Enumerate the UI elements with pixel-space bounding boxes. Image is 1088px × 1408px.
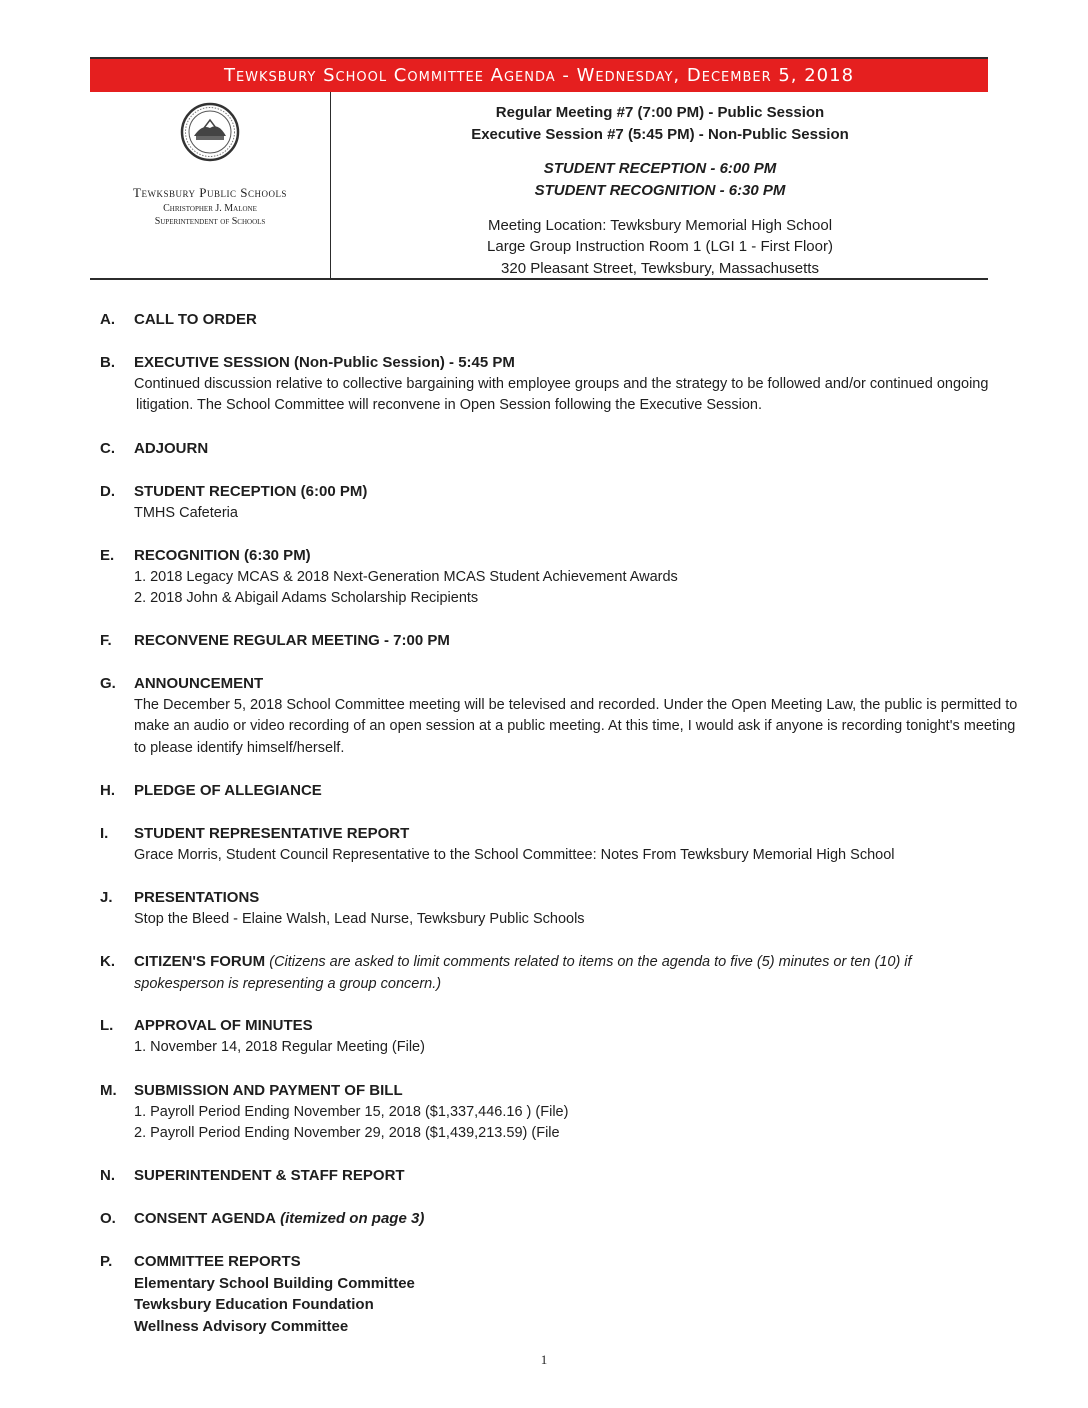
- item-letter: G.: [100, 675, 116, 692]
- committee-name: Wellness Advisory Committee: [134, 1317, 349, 1335]
- executive-session-line: Executive Session #7 (5:45 PM) - Non-Public Session: [471, 126, 849, 143]
- item-title: APPROVAL OF MINUTES: [134, 1017, 313, 1034]
- item-title: PRESENTATIONS: [134, 889, 260, 906]
- item-title: ADJOURN: [134, 440, 209, 457]
- item-title: CONSENT AGENDA: [134, 1210, 276, 1227]
- agenda-item-j: [100, 887, 1030, 930]
- item-letter: M.: [100, 1082, 117, 1099]
- item-letter: O.: [100, 1210, 116, 1227]
- item-description-line: 1. November 14, 2018 Regular Meeting (File): [134, 1038, 425, 1055]
- student-recognition-line: STUDENT RECOGNITION - 6:30 PM: [534, 182, 786, 199]
- item-title: STUDENT REPRESENTATIVE REPORT: [134, 825, 410, 842]
- agenda-item-g: [100, 673, 1030, 759]
- item-letter: K.: [100, 953, 115, 970]
- item-letter: E.: [100, 547, 115, 564]
- agenda-item-i: [100, 823, 1030, 866]
- agenda-item-k: [100, 951, 1030, 995]
- agenda-item-c: [100, 438, 1030, 460]
- item-note-continued: spokesperson is representing a group concern.): [134, 975, 442, 992]
- item-title: SUBMISSION AND PAYMENT OF BILL: [134, 1082, 403, 1099]
- item-title: CALL TO ORDER: [134, 311, 257, 328]
- item-description-line: make an audio or video recording of an open session at a public meeting. At this time, I would ask if anyone is recording tonight's meeting: [134, 718, 1016, 734]
- item-description-line: 1. 2018 Legacy MCAS & 2018 Next-Generation MCAS Student Achievement Awards: [134, 568, 678, 585]
- item-letter: J.: [100, 889, 113, 906]
- location-line-2: Large Group Instruction Room 1 (LGI 1 - First Floor): [487, 238, 833, 255]
- superintendent-title: Superintendent of Schools: [154, 216, 266, 227]
- item-description-line: Grace Morris, Student Council Representative to the School Committee: Notes From Tewksbury Memorial High School: [134, 846, 895, 863]
- item-letter: P.: [100, 1253, 113, 1270]
- regular-meeting-line: Regular Meeting #7 (7:00 PM) - Public Session: [495, 104, 825, 121]
- item-letter: B.: [100, 354, 115, 371]
- agenda-item-b: [100, 352, 1030, 417]
- agenda-item-o: [100, 1208, 1030, 1230]
- agenda-item-p: [100, 1251, 1030, 1337]
- agenda-item-l: [100, 1015, 1030, 1058]
- page-number: 1: [540, 1352, 548, 1367]
- agenda-item-h: [100, 780, 1030, 802]
- item-title: SUPERINTENDENT & STAFF REPORT: [134, 1167, 405, 1184]
- item-title: RECOGNITION (6:30 PM): [134, 547, 311, 564]
- student-reception-line: STUDENT RECEPTION - 6:00 PM: [543, 160, 777, 177]
- agenda-item-m: [100, 1080, 1030, 1145]
- item-letter: F.: [100, 632, 112, 649]
- item-description-line: Stop the Bleed - Elaine Walsh, Lead Nurse, Tewksbury Public Schools: [134, 910, 585, 927]
- item-description-line: litigation. The School Committee will reconvene in Open Session following the Executive Session.: [136, 397, 762, 413]
- item-description-line: Continued discussion relative to collective bargaining with employee groups and the strategy to be followed and/or continued ongoing: [134, 375, 989, 392]
- item-description-line: 2. 2018 John & Abigail Adams Scholarship Recipients: [134, 590, 479, 606]
- item-title: RECONVENE REGULAR MEETING - 7:00 PM: [134, 632, 450, 649]
- item-letter: A.: [100, 311, 115, 328]
- item-title: STUDENT RECEPTION (6:00 PM): [134, 483, 368, 500]
- item-title: ANNOUNCEMENT: [134, 675, 264, 692]
- committee-name: Elementary School Building Committee: [134, 1274, 415, 1292]
- banner-title: Tewksbury School Committee Agenda - Wednesday, December 5, 2018: [223, 65, 855, 86]
- agenda-item-a: [100, 309, 1030, 331]
- item-title: COMMITTEE REPORTS: [134, 1253, 301, 1270]
- item-letter: N.: [100, 1167, 115, 1184]
- item-letter: L.: [100, 1017, 114, 1034]
- agenda-item-n: [100, 1165, 1030, 1187]
- item-description-line: 1. Payroll Period Ending November 15, 2018 ($1,337,446.16 ) (File): [134, 1103, 569, 1120]
- item-letter: I.: [100, 825, 109, 842]
- item-title: EXECUTIVE SESSION (Non-Public Session) - 5:45 PM: [134, 354, 515, 371]
- item-title: PLEDGE OF ALLEGIANCE: [134, 782, 322, 799]
- committee-name: Tewksbury Education Foundation: [134, 1296, 374, 1313]
- superintendent-name: Christopher J. Malone: [163, 203, 257, 214]
- agenda-item-f: [100, 630, 1030, 652]
- item-letter: D.: [100, 483, 115, 500]
- org-name: Tewksbury Public Schools: [133, 185, 287, 200]
- location-line-3: 320 Pleasant Street, Tewksbury, Massachusetts: [501, 260, 819, 277]
- item-description-line: to please identify himself/herself.: [134, 739, 345, 756]
- item-letter: H.: [100, 782, 115, 799]
- item-title: CITIZEN'S FORUM: [134, 953, 266, 970]
- item-letter: C.: [100, 440, 115, 457]
- item-note: (itemized on page 3): [280, 1210, 425, 1227]
- item-description-line: The December 5, 2018 School Committee meeting will be televised and recorded. Under the Open Meeting Law, the public is permitted to: [134, 696, 1018, 713]
- item-description-line: 2. Payroll Period Ending November 29, 2018 ($1,439,213.59) (File: [134, 1125, 560, 1141]
- item-description-line: TMHS Cafeteria: [134, 504, 238, 521]
- agenda-item-e: [100, 545, 1030, 610]
- agenda-item-d: [100, 481, 1030, 524]
- location-line-1: Meeting Location: Tewksbury Memorial High School: [487, 217, 833, 234]
- item-note: (Citizens are asked to limit comments related to items on the agenda to five (5) minutes or ten (10) if: [269, 954, 912, 970]
